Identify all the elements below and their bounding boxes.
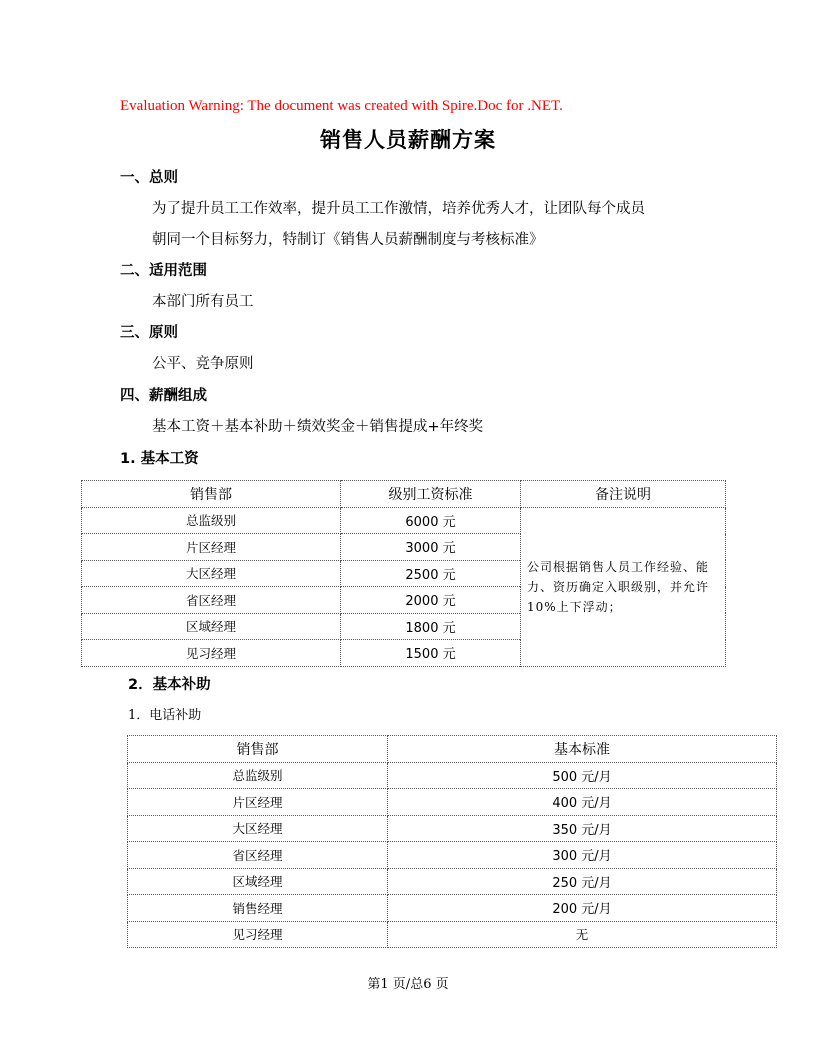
principle-text: 公平、竞争原则 — [152, 356, 254, 372]
evaluation-warning: Evaluation Warning: The document was created with Spire.Doc for .NET. — [120, 98, 563, 114]
level-cell: 片区经理 — [128, 789, 388, 816]
table-row — [128, 789, 777, 816]
amount-cell: 500 元/月 — [388, 762, 777, 789]
level-cell: 大区经理 — [82, 560, 341, 587]
table-row — [128, 895, 777, 922]
level-cell: 见习经理 — [128, 921, 388, 948]
document-title: 销售人员薪酬方案 — [320, 127, 496, 152]
level-cell: 省区经理 — [82, 587, 341, 614]
scope-text: 本部门所有员工 — [152, 294, 254, 310]
level-cell: 总监级别 — [128, 762, 388, 789]
table-header-row — [128, 736, 777, 763]
amount-cell: 无 — [388, 921, 777, 948]
level-cell: 片区经理 — [82, 534, 341, 561]
amount-cell: 200 元/月 — [388, 895, 777, 922]
level-cell: 销售经理 — [128, 895, 388, 922]
section-heading-principle: 三、原则 — [120, 325, 178, 341]
basic-allowance-heading: 2．基本补助 — [128, 677, 211, 693]
amount-cell: 350 元/月 — [388, 815, 777, 842]
page-footer: 第1 页/总6 页 — [367, 977, 449, 992]
amount-cell: 1800 元 — [341, 613, 521, 640]
composition-text: 基本工资＋基本补助＋绩效奖金＋销售提成+年终奖 — [152, 419, 484, 435]
amount-cell: 300 元/月 — [388, 842, 777, 869]
level-cell: 省区经理 — [128, 842, 388, 869]
header-department: 销售部 — [128, 736, 388, 763]
phone-allowance-table — [127, 735, 777, 948]
section-heading-scope: 二、适用范围 — [120, 263, 207, 279]
amount-cell: 6000 元 — [341, 507, 521, 534]
level-cell: 大区经理 — [128, 815, 388, 842]
amount-cell: 400 元/月 — [388, 789, 777, 816]
general-paragraph-line2: 朝同一个目标努力，特制订《销售人员薪酬制度与考核标准》 — [152, 232, 544, 248]
basic-salary-table — [81, 480, 726, 667]
table-row — [128, 842, 777, 869]
level-cell: 区域经理 — [128, 868, 388, 895]
section-heading-general: 一、总则 — [120, 170, 178, 186]
level-cell: 见习经理 — [82, 640, 341, 667]
phone-allowance-subheading: 1．电话补助 — [128, 708, 202, 723]
header-basic-standard: 基本标准 — [388, 736, 777, 763]
basic-salary-heading: 1. 基本工资 — [120, 451, 199, 467]
header-remarks: 备注说明 — [521, 481, 726, 508]
section-heading-composition: 四、薪酬组成 — [120, 388, 207, 404]
level-cell: 总监级别 — [82, 507, 341, 534]
amount-cell: 3000 元 — [341, 534, 521, 561]
header-salary-standard: 级别工资标准 — [341, 481, 521, 508]
table-row — [128, 868, 777, 895]
table-row — [128, 815, 777, 842]
amount-cell: 1500 元 — [341, 640, 521, 667]
table-header-row — [82, 481, 726, 508]
remarks-cell: 公司根据销售人员工作经验、能力、资历确定入职级别，并允许 10%上下浮动； — [521, 507, 726, 666]
amount-cell: 250 元/月 — [388, 868, 777, 895]
header-department: 销售部 — [82, 481, 341, 508]
table-row — [128, 762, 777, 789]
table-row — [82, 507, 726, 534]
amount-cell: 2500 元 — [341, 560, 521, 587]
table-row — [128, 921, 777, 948]
general-paragraph-line1: 为了提升员工工作效率，提升员工工作激情，培养优秀人才，让团队每个成员 — [152, 201, 645, 217]
level-cell: 区域经理 — [82, 613, 341, 640]
amount-cell: 2000 元 — [341, 587, 521, 614]
